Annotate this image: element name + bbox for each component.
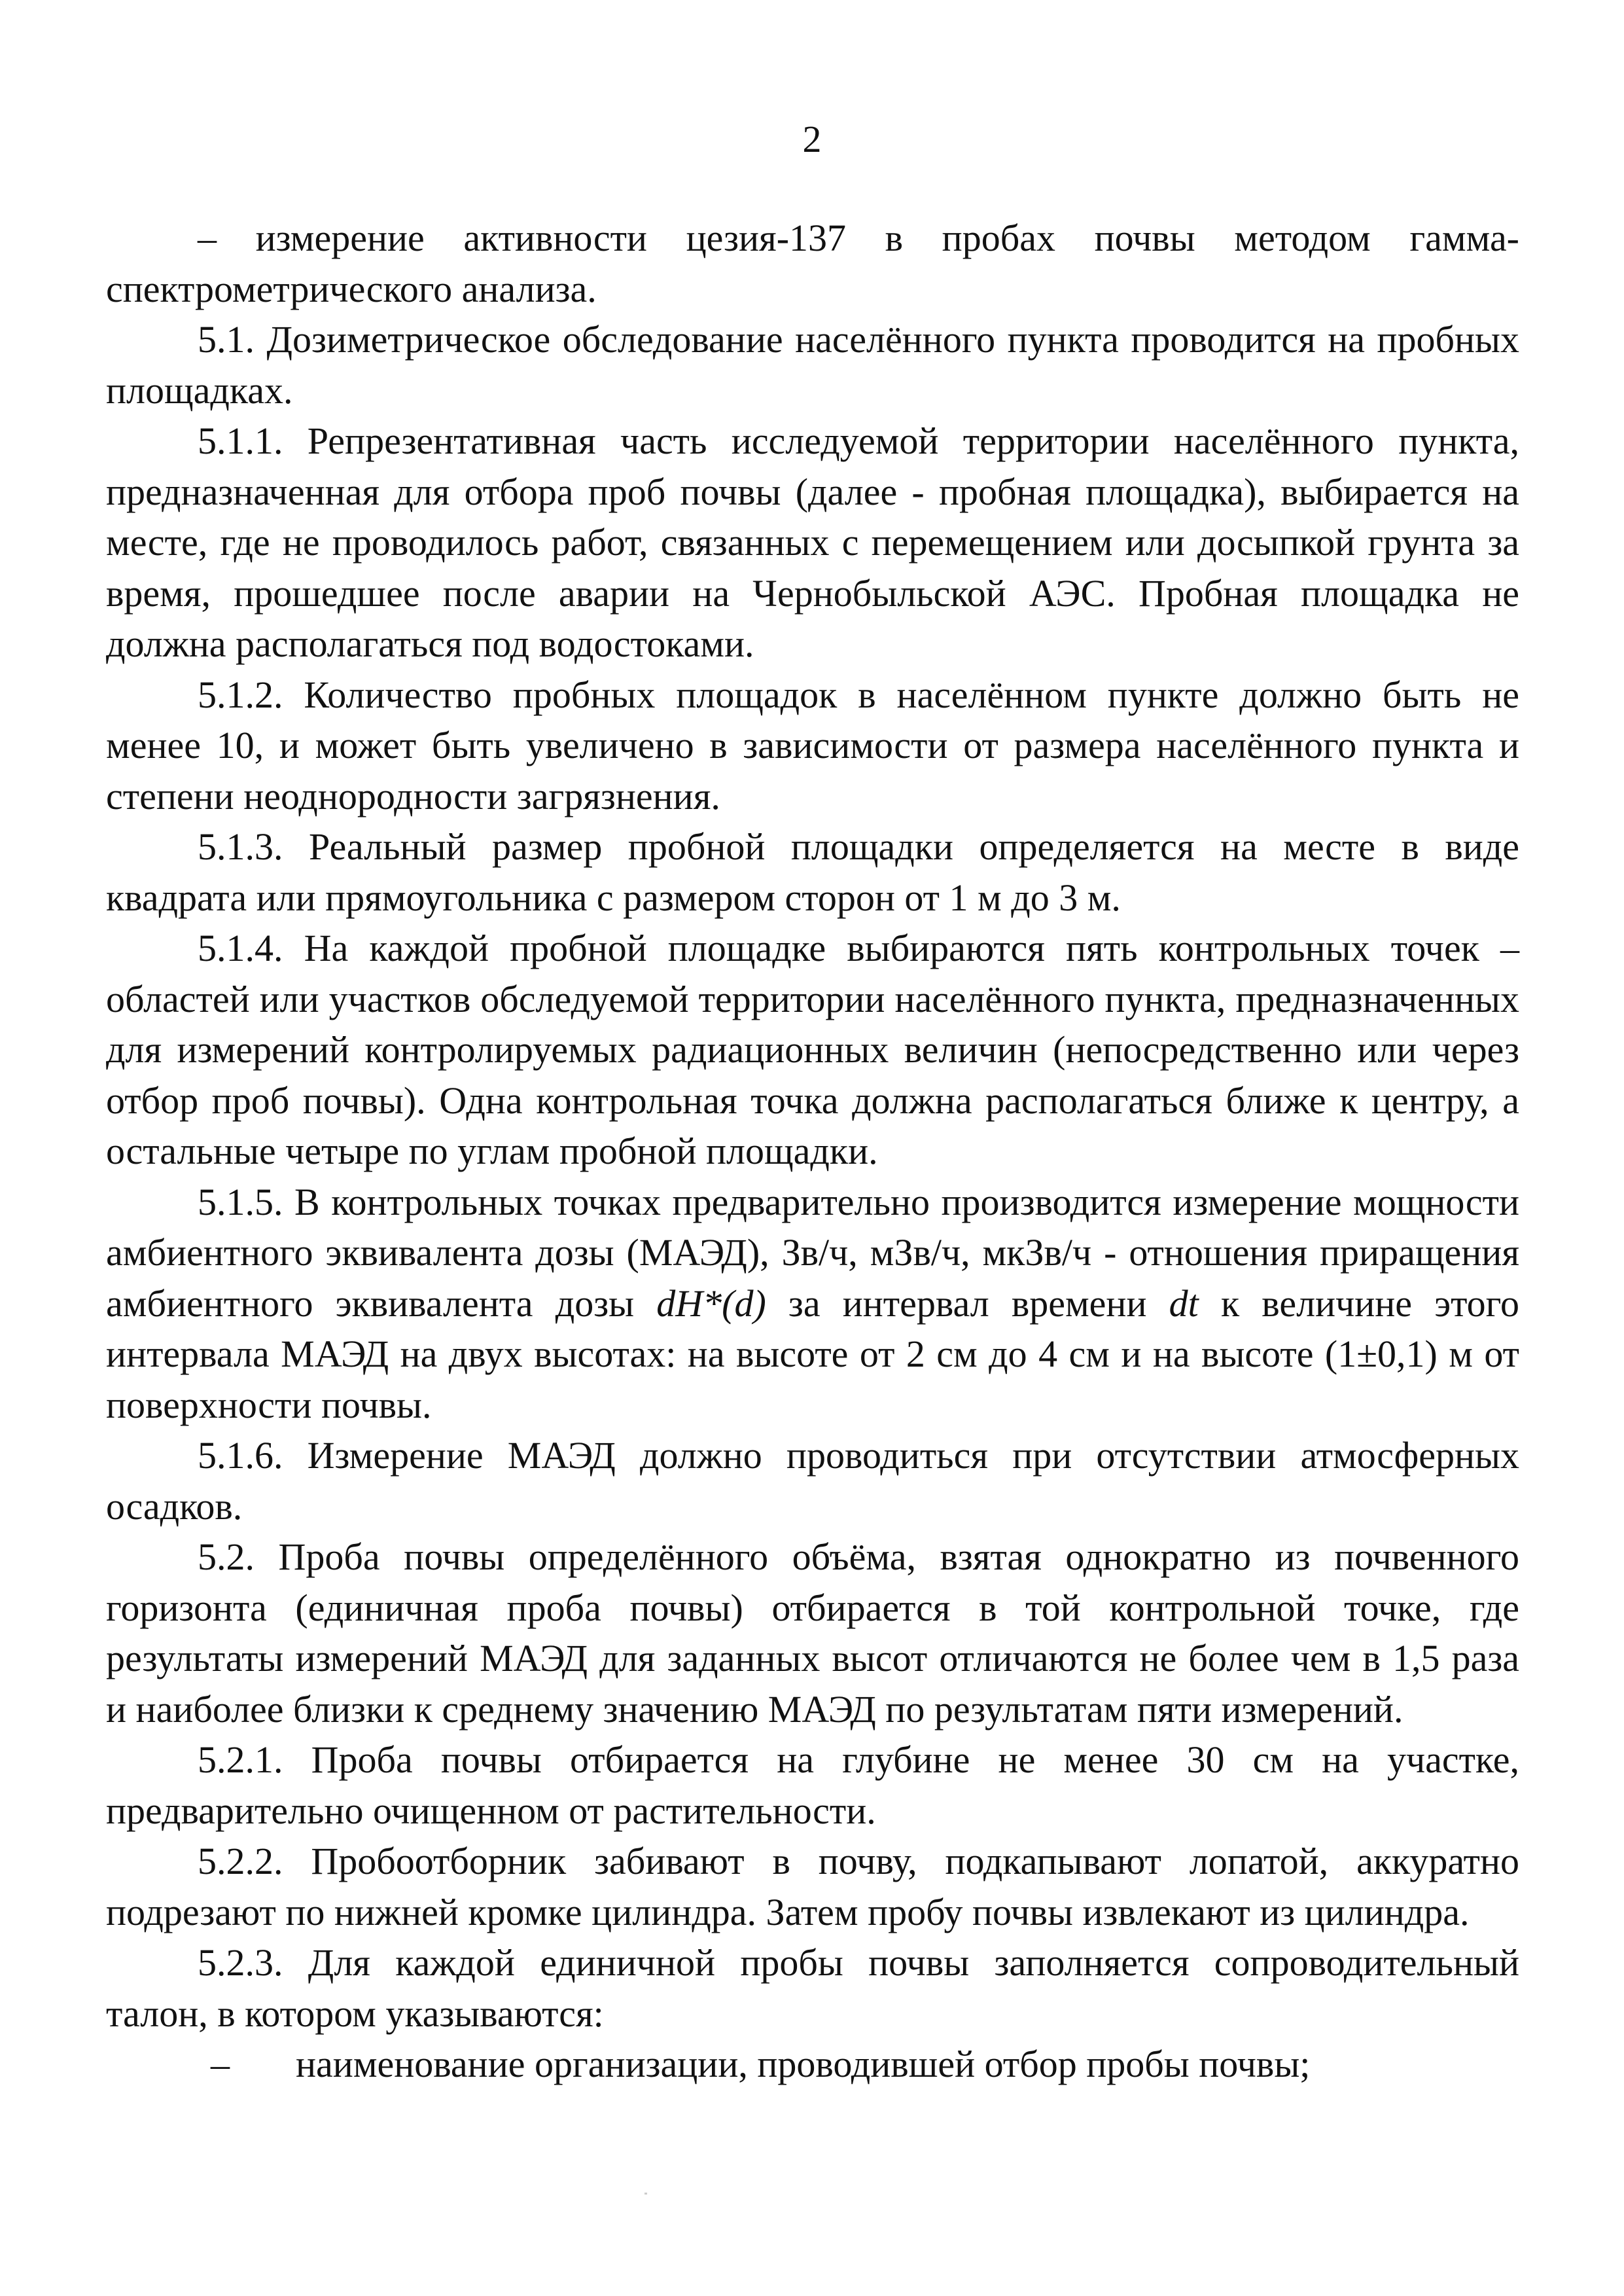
list-item-text: наименование организации, проводившей отбор пробы почвы; (296, 2043, 1311, 2085)
paragraph-5-2: 5.2. Проба почвы определённого объёма, взятая однократно из почвенного горизонта (единичная проба почвы) отбирается в той контрольной точке, где результаты измерений МАЭД для заданных высот отличаются не более чем в 1,5 раза и наиболее близки к среднему значению МАЭД по результатам пяти измерений. (106, 1535, 1519, 1731)
paragraph-5-1-5-part3: к величине этого интервала МАЭД на двух высотах: на высоте от 2 см до 4 см и на высоте (1±0,1) м от поверхности почвы. (106, 1282, 1520, 1426)
paragraph-5-1-5-part2: за интервал времени (766, 1282, 1169, 1325)
paragraph-5-2-2: 5.2.2. Пробоотборник забивают в почву, подкапывают лопатой, аккуратно подрезают по нижней кромке цилиндра. Затем пробу почвы извлекают из цилиндра. (106, 1840, 1519, 1933)
paragraph-5-1-4: 5.1.4. На каждой пробной площадке выбираются пять контрольных точек – областей или участков обследуемой территории населённого пункта, предназначенных для измерений контролируемых радиационных величин (непосредственно или через отбор проб почвы). Одна контрольная точка должна располагаться ближе к центру, а остальные четыре по углам пробной площадки. (106, 927, 1519, 1172)
paragraph-5-1-3: 5.1.3. Реальный размер пробной площадки определяется на месте в виде квадрата или прямоугольника с размером сторон от 1 м до 3 м. (106, 825, 1519, 919)
paragraph-5-1-5-part1: 5.1.5. В контрольных точках предварительно производится измерение мощности амбиентного эквивалента дозы (МАЭД), Зв/ч, мЗв/ч, мкЗв/ч - отношения приращения амбиентного эквивалента дозы (106, 1180, 1519, 1325)
paragraph-5-1-5 (106, 1177, 1519, 1431)
paragraph-5-1-6: 5.1.6. Измерение МАЭД должно проводиться при отсутствии атмосферных осадков. (106, 1434, 1519, 1528)
document-body (106, 213, 1519, 2090)
scan-speck (644, 2193, 647, 2195)
list-dash: – (211, 2043, 230, 2085)
paragraph-5-1-1: 5.1.1. Репрезентативная часть исследуемой территории населённого пункта, предназначенная для отбора проб почвы (далее - пробная площадка), выбирается на месте, где не проводилось работ, связанных с перемещением или досыпкой грунта за время, прошедшее после аварии на Чернобыльской АЭС. Пробная площадка не должна располагаться под водостоками. (106, 420, 1519, 665)
page-number: 2 (802, 118, 822, 160)
paragraph-5-2-3: 5.2.3. Для каждой единичной пробы почвы заполняется сопроводительный талон, в котором указываются: (106, 1941, 1519, 2035)
paragraph-measurement-cesium: – измерение активности цезия-137 в пробах почвы методом гамма-спектрометрического анализа. (106, 217, 1519, 310)
paragraph-5-1-2: 5.1.2. Количество пробных площадок в населённом пункте должно быть не менее 10, и может быть увеличено в зависимости от размера населённого пункта и степени неоднородности загрязнения. (106, 673, 1519, 817)
list-item (106, 2039, 1519, 2090)
paragraph-5-1: 5.1. Дозиметрическое обследование населённого пункта проводится на пробных площадках. (106, 318, 1519, 412)
time-symbol: dt (1169, 1282, 1199, 1325)
paragraph-5-2-1: 5.2.1. Проба почвы отбирается на глубине не менее 30 см на участке, предварительно очищенном от растительности. (106, 1738, 1519, 1832)
dose-symbol: dH*(d) (656, 1282, 766, 1325)
